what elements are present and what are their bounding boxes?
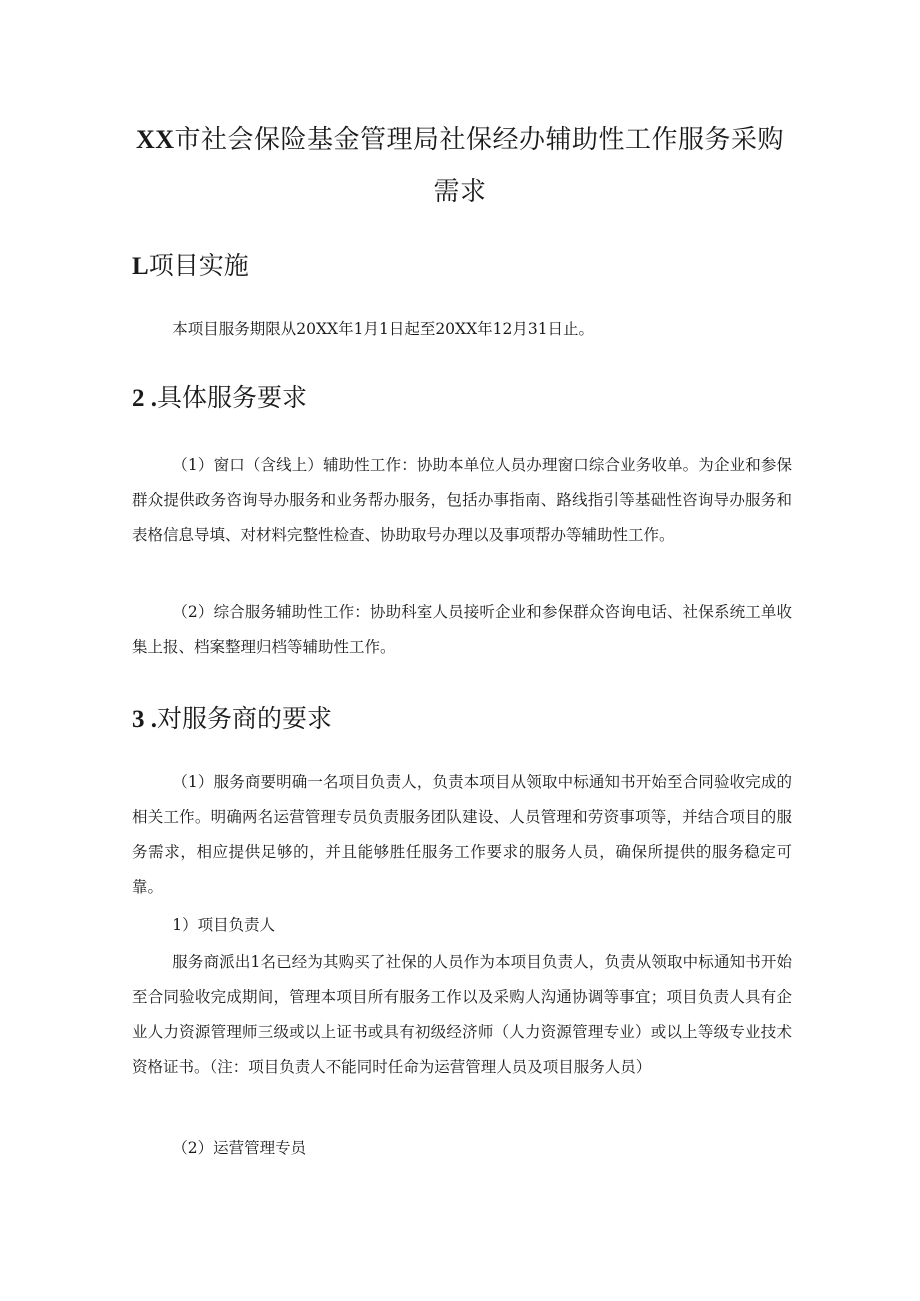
section-heading-1: [132, 250, 249, 283]
section-title: 具体服务要求: [157, 383, 308, 412]
section-title: 对服务商的要求: [157, 704, 333, 733]
title-main: 市社会保险基金管理局社保经办辅助性工作服务采购需求: [174, 125, 785, 207]
section-number: 3 .: [132, 706, 157, 733]
title-prefix: XX: [135, 125, 175, 154]
section-number: 2 .: [132, 385, 157, 412]
document-title: [130, 114, 790, 218]
sub-heading: （2）运营管理专员: [172, 1139, 307, 1157]
sub-heading: 1）项目负责人: [172, 916, 276, 934]
section-number: L: [132, 253, 149, 280]
paragraph: （1）窗口（含线上）辅助性工作：协助本单位人员办理窗口综合业务收单。为企业和参保群众提供政务咨询导办服务和业务帮办服务，包括办事指南、路线指引等基础性咨询导办服务和表格信息导填、对材料完整性检查、协助取号办理以及事项帮办等辅助性工作。: [132, 456, 792, 544]
paragraph: （1）服务商要明确一名项目负责人，负责本项目从领取中标通知书开始至合同验收完成的相关工作。明确两名运营管理专员负责服务团队建设、人员管理和劳资事项等，并结合项目的服务需求，相应提供足够的，并且能够胜任服务工作要求的服务人员，确保所提供的服务稳定可靠。: [132, 773, 792, 896]
section-heading-3: [132, 703, 332, 736]
section-title: 项目实施: [148, 251, 249, 280]
paragraph: 本项目服务期限从20XX年1月1日起至20XX年12月31日止。: [172, 320, 595, 338]
paragraph: 服务商派出1名已经为其购买了社保的人员作为本项目负责人，负责从领取中标通知书开始至合同验收完成期间，管理本项目所有服务工作以及采购人沟通协调等事宜；项目负责人具有企业人力资源管理师三级或以上证书或具有初级经济师（人力资源管理专业）或以上等级专业技术资格证书。（注：项目负责人不能同时任命为运营管理人员及项目服务人员）: [132, 953, 792, 1076]
section-heading-2: [132, 382, 307, 415]
paragraph: （2）综合服务辅助性工作：协助科室人员接听企业和参保群众咨询电话、社保系统工单收集上报、档案整理归档等辅助性工作。: [132, 603, 792, 656]
